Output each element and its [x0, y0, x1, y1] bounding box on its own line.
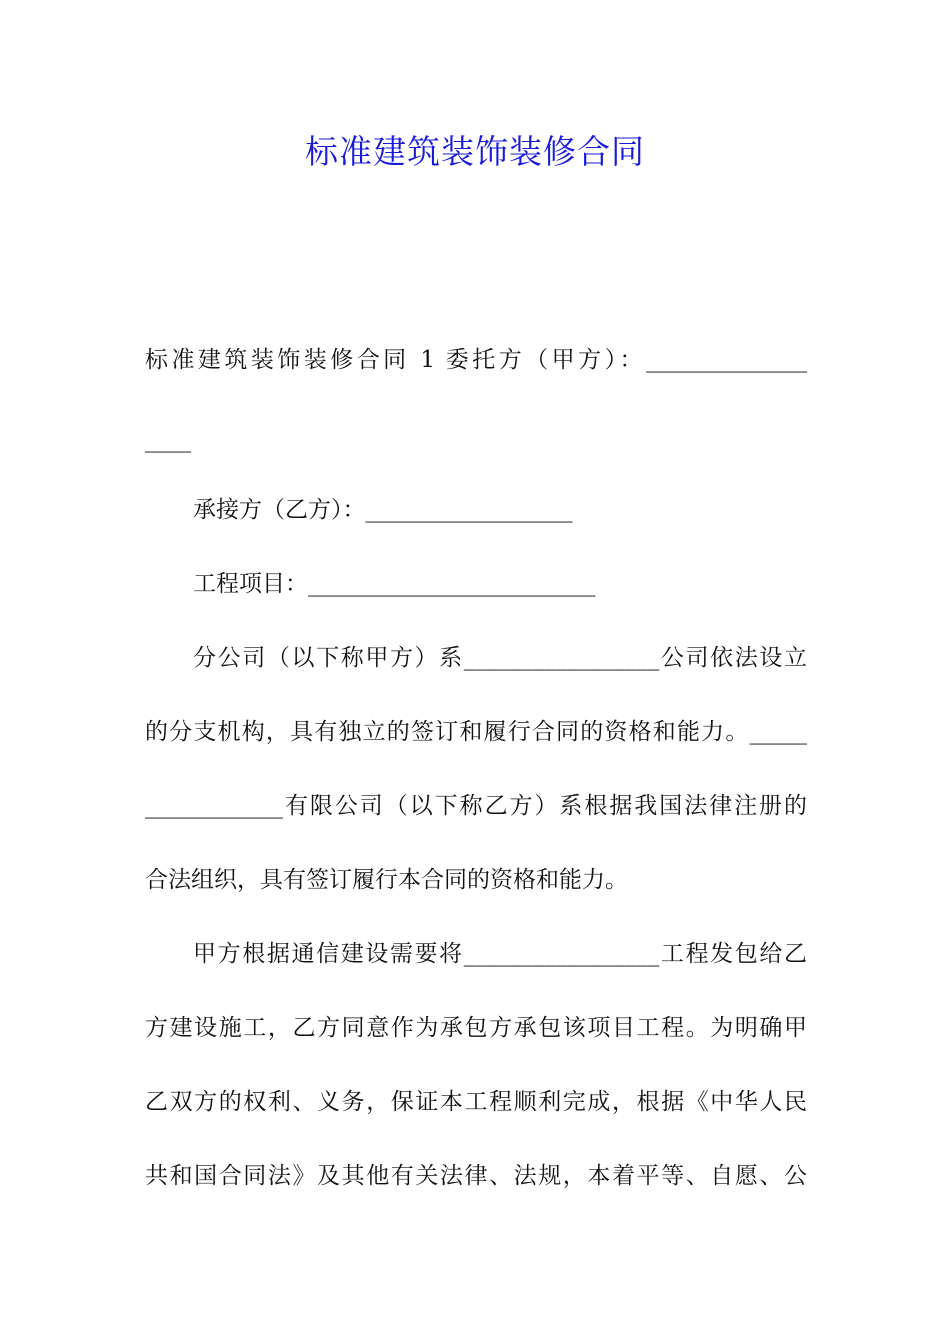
paragraph-line-11: 乙双方的权利、义务，保证本工程顺利完成，根据《中华人民 [145, 1089, 807, 1115]
paragraph-line-8: 合法组织，具有签订履行本合同的资格和能力。 [145, 867, 628, 893]
paragraph-line-7: ____________有限公司（以下称乙方）系根据我国法律注册的 [145, 793, 807, 819]
paragraph-line-9: 甲方根据通信建设需要将_________________工程发包给乙 [193, 941, 807, 967]
paragraph-line-4: 工程项目：_________________________ [193, 571, 596, 597]
paragraph-line-5: 分公司（以下称甲方）系_________________公司依法设立 [193, 645, 807, 671]
paragraph-line-6: 的分支机构，具有独立的签订和履行合同的资格和能力。_____ [145, 719, 807, 745]
paragraph-line-10: 方建设施工，乙方同意作为承包方承包该项目工程。为明确甲 [145, 1015, 807, 1041]
paragraph-line-3: 承接方（乙方）：__________________ [193, 497, 573, 523]
paragraph-line-1: 标准建筑装饰装修合同 1 委托方（甲方）：______________ [145, 347, 807, 373]
paragraph-line-12: 共和国合同法》及其他有关法律、法规，本着平等、自愿、公 [145, 1163, 807, 1189]
paragraph-line-2: ____ [145, 427, 191, 453]
document-title: 标准建筑装饰装修合同 [305, 132, 645, 171]
